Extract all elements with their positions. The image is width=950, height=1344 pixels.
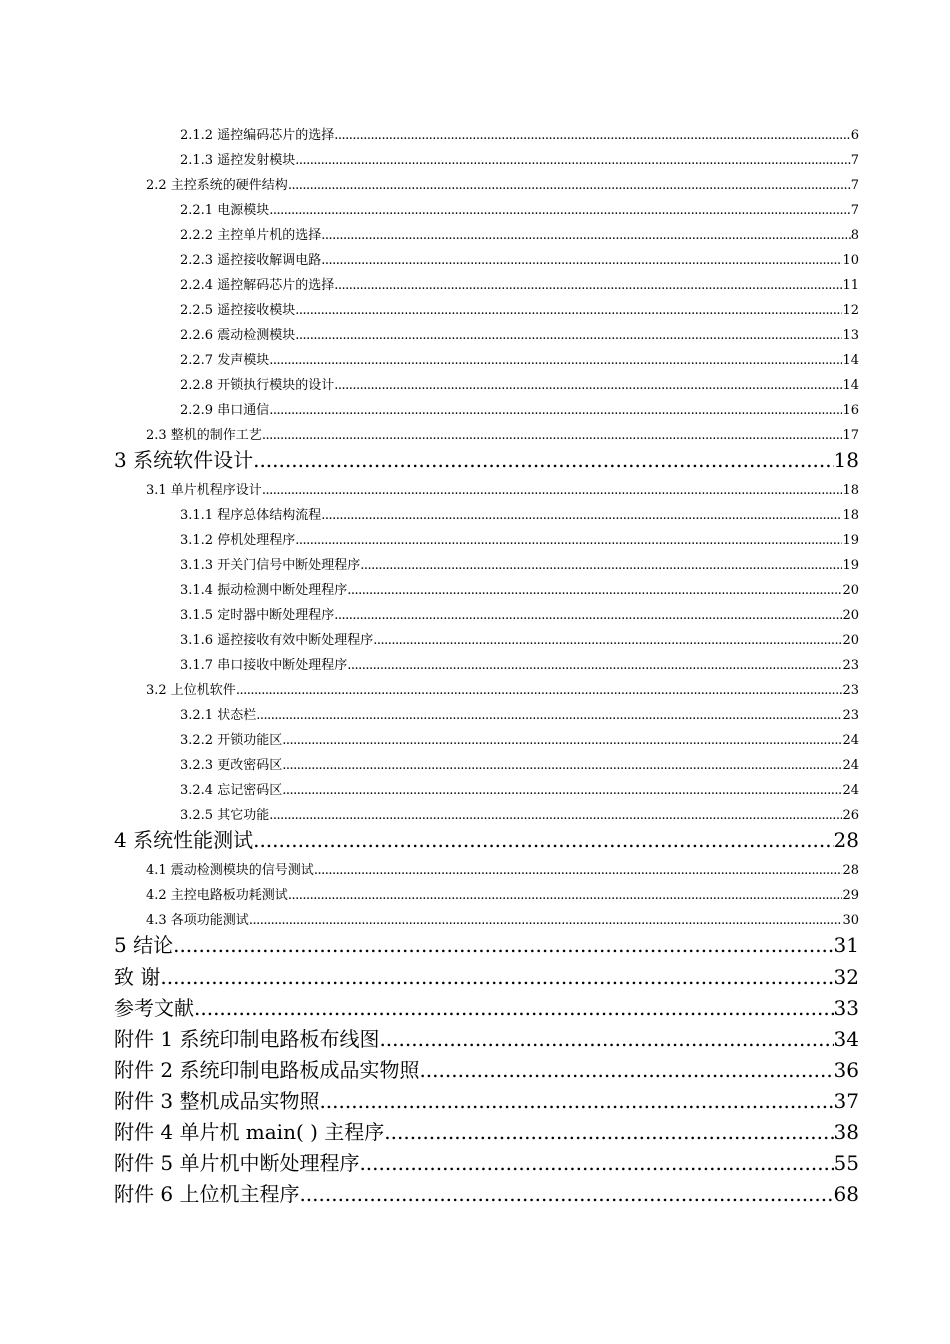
toc-entry-page-number: 16 xyxy=(842,403,859,418)
toc-entry xyxy=(114,995,859,1021)
toc-entry-title: 3.1.4 振动检测中断处理程序 xyxy=(180,583,348,598)
toc-entry-page-number: 7 xyxy=(850,178,859,193)
toc-entry-title: 4.2 主控电路板功耗测试 xyxy=(146,888,288,903)
toc-entry xyxy=(146,861,859,881)
dot-leader xyxy=(360,556,842,576)
toc-entry xyxy=(180,401,859,421)
toc-entry-page-number: 17 xyxy=(842,428,859,443)
dot-leader xyxy=(262,481,843,501)
toc-entry-page-number: 68 xyxy=(833,1182,859,1206)
toc-entry-title: 附件 3 整机成品实物照 xyxy=(114,1089,320,1113)
toc-entry xyxy=(180,201,859,221)
toc-entry-title: 3.2 上位机软件 xyxy=(146,683,236,698)
toc-entry-title: 3.1.3 开关门信号中断处理程序 xyxy=(180,558,361,573)
dot-leader xyxy=(319,1088,833,1114)
dot-leader xyxy=(256,706,842,726)
toc-entry-page-number: 28 xyxy=(833,828,859,852)
toc-entry xyxy=(180,756,859,776)
toc-entry-title: 4.3 各项功能测试 xyxy=(146,913,249,928)
toc-entry-page-number: 34 xyxy=(833,1027,859,1051)
toc-entry-title: 2.2.5 遥控接收模块 xyxy=(180,303,296,318)
dot-leader xyxy=(334,376,842,396)
toc-entry-title: 3.1.7 串口接收中断处理程序 xyxy=(180,658,348,673)
toc-entry xyxy=(114,1150,859,1176)
dot-leader xyxy=(334,276,842,296)
toc-entry-page-number: 20 xyxy=(842,608,859,623)
dot-leader xyxy=(262,426,843,446)
toc-entry-title: 3.1.6 遥控接收有效中断处理程序 xyxy=(180,633,374,648)
toc-entry-title: 4 系统性能测试 xyxy=(114,828,254,852)
toc-entry-page-number: 20 xyxy=(842,583,859,598)
toc-entry-title: 附件 5 单片机中断处理程序 xyxy=(114,1151,360,1175)
toc-entry-title: 2.2.9 串口通信 xyxy=(180,403,270,418)
toc-entry-page-number: 28 xyxy=(842,863,859,878)
toc-entry-page-number: 10 xyxy=(842,253,859,268)
toc-entry xyxy=(180,781,859,801)
toc-entry-title: 2.3 整机的制作工艺 xyxy=(146,428,262,443)
dot-leader xyxy=(314,861,843,881)
toc-entry-page-number: 19 xyxy=(842,533,859,548)
dot-leader xyxy=(384,1119,833,1145)
toc-entry xyxy=(114,964,859,990)
toc-entry xyxy=(146,426,859,446)
toc-entry-page-number: 11 xyxy=(842,278,859,293)
dot-leader xyxy=(321,226,851,246)
toc-entry-title: 4.1 震动检测模块的信号测试 xyxy=(146,863,314,878)
toc-entry-page-number: 24 xyxy=(842,783,859,798)
dot-leader xyxy=(269,401,842,421)
toc-entry xyxy=(180,276,859,296)
dot-leader xyxy=(236,681,843,701)
dot-leader xyxy=(379,1026,833,1052)
toc-entry-title: 2.2.2 主控单片机的选择 xyxy=(180,228,322,243)
dot-leader xyxy=(288,176,851,196)
toc-entry-page-number: 37 xyxy=(833,1089,859,1113)
toc-entry-page-number: 12 xyxy=(842,303,859,318)
toc-entry-page-number: 29 xyxy=(842,888,859,903)
toc-entry-title: 3.1.5 定时器中断处理程序 xyxy=(180,608,335,623)
toc-entry-title: 2.2.4 遥控解码芯片的选择 xyxy=(180,278,335,293)
toc-entry xyxy=(146,481,859,501)
toc-entry-title: 2.2.8 开锁执行模块的设计 xyxy=(180,378,335,393)
toc-entry-page-number: 14 xyxy=(842,378,859,393)
toc-entry-title: 3.1.2 停机处理程序 xyxy=(180,533,296,548)
dot-leader xyxy=(269,351,842,371)
toc-entry xyxy=(180,631,859,651)
toc-entry-title: 2.2.7 发声模块 xyxy=(180,353,270,368)
toc-entry xyxy=(180,126,859,146)
toc-entry-page-number: 33 xyxy=(833,996,859,1020)
toc-entry xyxy=(180,806,859,826)
toc-entry-page-number: 36 xyxy=(833,1058,859,1082)
dot-leader xyxy=(269,806,842,826)
toc-entry-page-number: 23 xyxy=(842,683,859,698)
toc-entry xyxy=(180,506,859,526)
toc-entry-title: 3.2.2 开锁功能区 xyxy=(180,733,283,748)
dot-leader xyxy=(334,606,842,626)
dot-leader xyxy=(194,995,834,1021)
toc-entry-page-number: 55 xyxy=(833,1151,859,1175)
dot-leader xyxy=(253,447,833,473)
toc-entry-title: 致 谢 xyxy=(114,965,161,989)
toc-entry-title: 3.2.1 状态栏 xyxy=(180,708,257,723)
dot-leader xyxy=(295,151,851,171)
toc-entry xyxy=(180,656,859,676)
toc-entry-page-number: 24 xyxy=(842,733,859,748)
dot-leader xyxy=(295,326,842,346)
toc-entry-title: 3.2.5 其它功能 xyxy=(180,808,270,823)
dot-leader xyxy=(347,656,842,676)
toc-entry-page-number: 23 xyxy=(842,708,859,723)
toc-entry-title: 附件 2 系统印制电路板成品实物照 xyxy=(114,1058,420,1082)
toc-entry-title: 附件 1 系统印制电路板布线图 xyxy=(114,1027,380,1051)
toc-entry-page-number: 14 xyxy=(842,353,859,368)
toc-entry-page-number: 7 xyxy=(850,203,859,218)
toc-entry xyxy=(114,1181,859,1207)
dot-leader xyxy=(419,1057,833,1083)
toc-entry-page-number: 38 xyxy=(833,1120,859,1144)
toc-entry-title: 附件 6 上位机主程序 xyxy=(114,1182,300,1206)
toc-entry-title: 3.1.1 程序总体结构流程 xyxy=(180,508,322,523)
dot-leader xyxy=(282,731,842,751)
toc-entry xyxy=(180,326,859,346)
toc-entry xyxy=(180,556,859,576)
dot-leader xyxy=(295,301,842,321)
toc-entry xyxy=(146,176,859,196)
toc-entry-title: 3.2.4 忘记密码区 xyxy=(180,783,283,798)
dot-leader xyxy=(282,781,842,801)
toc-entry xyxy=(180,226,859,246)
toc-entry-page-number: 18 xyxy=(842,483,859,498)
toc-entry-title: 2.2.1 电源模块 xyxy=(180,203,270,218)
dot-leader xyxy=(253,827,833,853)
toc-entry xyxy=(114,1057,859,1083)
toc-entry-page-number: 18 xyxy=(833,448,859,472)
dot-leader xyxy=(334,126,851,146)
toc-entry-page-number: 31 xyxy=(833,933,859,957)
toc-entry-title: 2.1.2 遥控编码芯片的选择 xyxy=(180,128,335,143)
toc-entry-page-number: 7 xyxy=(850,153,859,168)
toc-entry xyxy=(180,731,859,751)
toc-entry-page-number: 26 xyxy=(842,808,859,823)
dot-leader xyxy=(359,1150,833,1176)
toc-entry-title: 5 结论 xyxy=(114,933,174,957)
toc-entry xyxy=(180,376,859,396)
dot-leader xyxy=(321,506,842,526)
toc-entry-title: 2.2.6 震动检测模块 xyxy=(180,328,296,343)
toc-entry-title: 参考文献 xyxy=(114,996,194,1020)
toc-entry xyxy=(180,606,859,626)
toc-entry xyxy=(146,681,859,701)
toc-entry-title: 2.2.3 遥控接收解调电路 xyxy=(180,253,322,268)
toc-entry-title: 3.2.3 更改密码区 xyxy=(180,758,283,773)
toc-entry-page-number: 19 xyxy=(842,558,859,573)
dot-leader xyxy=(288,886,843,906)
toc-entry-page-number: 13 xyxy=(842,328,859,343)
dot-leader xyxy=(347,581,842,601)
toc-entry xyxy=(180,251,859,271)
toc-entry-page-number: 24 xyxy=(842,758,859,773)
dot-leader xyxy=(282,756,842,776)
toc-entry-page-number: 32 xyxy=(833,965,859,989)
dot-leader xyxy=(173,932,833,958)
toc-entry xyxy=(180,581,859,601)
toc-entry-page-number: 6 xyxy=(850,128,859,143)
toc-entry-title: 3 系统软件设计 xyxy=(114,448,254,472)
toc-entry xyxy=(180,531,859,551)
toc-entry-page-number: 18 xyxy=(842,508,859,523)
dot-leader xyxy=(373,631,842,651)
toc-entry-title: 2.2 主控系统的硬件结构 xyxy=(146,178,288,193)
toc-entry xyxy=(180,301,859,321)
toc-entry xyxy=(114,1088,859,1114)
toc-entry xyxy=(114,932,859,958)
toc-entry-title: 2.1.3 遥控发射模块 xyxy=(180,153,296,168)
toc-entry-title: 3.1 单片机程序设计 xyxy=(146,483,262,498)
toc-entry-title: 附件 4 单片机 main( ) 主程序 xyxy=(114,1120,385,1144)
toc-entry xyxy=(114,827,859,853)
toc-entry xyxy=(146,886,859,906)
toc-entry xyxy=(114,1026,859,1052)
dot-leader xyxy=(299,1181,833,1207)
toc-entry-page-number: 8 xyxy=(850,228,859,243)
dot-leader xyxy=(321,251,842,271)
toc-entry-page-number: 23 xyxy=(842,658,859,673)
dot-leader xyxy=(160,964,833,990)
dot-leader xyxy=(295,531,842,551)
toc-entry-page-number: 20 xyxy=(842,633,859,648)
toc-entry xyxy=(180,351,859,371)
toc-entry xyxy=(114,1119,859,1145)
toc-entry-page-number: 30 xyxy=(842,913,859,928)
toc-entry xyxy=(146,911,859,931)
toc-entry xyxy=(180,706,859,726)
dot-leader xyxy=(249,911,843,931)
toc-entry xyxy=(114,447,859,473)
dot-leader xyxy=(269,201,851,221)
toc-entry xyxy=(180,151,859,171)
